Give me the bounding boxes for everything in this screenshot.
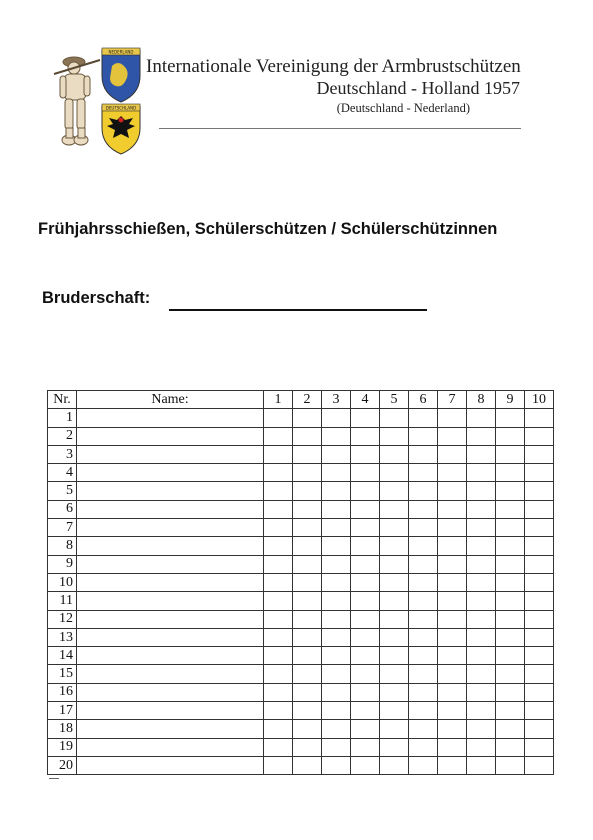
column-header-shot: 10 bbox=[525, 391, 554, 409]
score-cell[interactable] bbox=[293, 628, 322, 646]
score-cell[interactable] bbox=[322, 573, 351, 591]
score-cell[interactable] bbox=[293, 445, 322, 463]
score-cell[interactable] bbox=[467, 756, 496, 774]
score-cell[interactable] bbox=[496, 482, 525, 500]
name-cell[interactable] bbox=[77, 500, 264, 518]
table-row bbox=[48, 592, 554, 610]
score-cell[interactable] bbox=[351, 427, 380, 445]
score-cell[interactable] bbox=[322, 519, 351, 537]
bruderschaft-field[interactable] bbox=[169, 309, 427, 311]
column-header-shot: 8 bbox=[467, 391, 496, 409]
score-cell[interactable] bbox=[264, 647, 293, 665]
score-cell[interactable] bbox=[322, 665, 351, 683]
score-cell[interactable] bbox=[380, 519, 409, 537]
column-header-shot: 5 bbox=[380, 391, 409, 409]
score-cell[interactable] bbox=[293, 555, 322, 573]
row-number: 2 bbox=[48, 427, 77, 445]
score-cell[interactable] bbox=[351, 537, 380, 555]
name-cell[interactable] bbox=[77, 756, 264, 774]
score-cell[interactable] bbox=[351, 573, 380, 591]
score-cell[interactable] bbox=[351, 683, 380, 701]
table-row bbox=[48, 647, 554, 665]
row-number: 6 bbox=[48, 500, 77, 518]
score-cell[interactable] bbox=[467, 500, 496, 518]
score-cell[interactable] bbox=[264, 756, 293, 774]
organization-name: Internationale Vereinigung der Armbrustschützen bbox=[146, 56, 521, 77]
row-number: 9 bbox=[48, 555, 77, 573]
score-cell[interactable] bbox=[467, 647, 496, 665]
score-cell[interactable] bbox=[322, 720, 351, 738]
table-row bbox=[48, 537, 554, 555]
score-cell[interactable] bbox=[264, 500, 293, 518]
header-divider bbox=[159, 128, 521, 129]
score-cell[interactable] bbox=[351, 482, 380, 500]
shield-top-label: NEDERLAND bbox=[108, 49, 134, 55]
score-cell[interactable] bbox=[264, 445, 293, 463]
score-cell[interactable] bbox=[525, 665, 554, 683]
score-cell[interactable] bbox=[264, 720, 293, 738]
score-cell[interactable] bbox=[438, 445, 467, 463]
score-cell[interactable] bbox=[409, 464, 438, 482]
score-cell[interactable] bbox=[438, 555, 467, 573]
score-cell[interactable] bbox=[322, 647, 351, 665]
score-cell[interactable] bbox=[264, 592, 293, 610]
row-number: 20 bbox=[48, 756, 77, 774]
name-cell[interactable] bbox=[77, 647, 264, 665]
table-row bbox=[48, 610, 554, 628]
bruderschaft-label: Bruderschaft: bbox=[42, 289, 151, 307]
score-cell[interactable] bbox=[380, 702, 409, 720]
score-cell[interactable] bbox=[264, 665, 293, 683]
score-cell[interactable] bbox=[467, 464, 496, 482]
name-cell[interactable] bbox=[77, 592, 264, 610]
score-cell[interactable] bbox=[467, 683, 496, 701]
score-cell[interactable] bbox=[293, 683, 322, 701]
score-cell[interactable] bbox=[467, 409, 496, 427]
score-cell[interactable] bbox=[409, 628, 438, 646]
table-row bbox=[48, 628, 554, 646]
cut-row-mark bbox=[49, 778, 59, 783]
score-cell[interactable] bbox=[496, 756, 525, 774]
table-row bbox=[48, 702, 554, 720]
score-cell[interactable] bbox=[525, 628, 554, 646]
score-cell[interactable] bbox=[264, 610, 293, 628]
score-cell[interactable] bbox=[409, 537, 438, 555]
score-cell[interactable] bbox=[496, 683, 525, 701]
score-cell[interactable] bbox=[322, 427, 351, 445]
row-number: 5 bbox=[48, 482, 77, 500]
score-cell[interactable] bbox=[467, 738, 496, 756]
score-cell[interactable] bbox=[467, 445, 496, 463]
score-cell[interactable] bbox=[264, 555, 293, 573]
score-cell[interactable] bbox=[293, 464, 322, 482]
score-cell[interactable] bbox=[380, 427, 409, 445]
score-cell[interactable] bbox=[438, 702, 467, 720]
score-cell[interactable] bbox=[264, 519, 293, 537]
score-cell[interactable] bbox=[409, 519, 438, 537]
table-row bbox=[48, 519, 554, 537]
score-cell[interactable] bbox=[525, 720, 554, 738]
score-cell[interactable] bbox=[351, 756, 380, 774]
score-cell[interactable] bbox=[496, 573, 525, 591]
table-row bbox=[48, 500, 554, 518]
score-cell[interactable] bbox=[496, 738, 525, 756]
score-cell[interactable] bbox=[525, 702, 554, 720]
score-cell[interactable] bbox=[525, 647, 554, 665]
score-cell[interactable] bbox=[322, 610, 351, 628]
score-cell[interactable] bbox=[322, 683, 351, 701]
score-cell[interactable] bbox=[351, 665, 380, 683]
score-cell[interactable] bbox=[351, 720, 380, 738]
score-cell[interactable] bbox=[380, 647, 409, 665]
row-number: 15 bbox=[48, 665, 77, 683]
column-header-shot: 1 bbox=[264, 391, 293, 409]
score-cell[interactable] bbox=[525, 519, 554, 537]
score-cell[interactable] bbox=[438, 665, 467, 683]
crossbowman-figure bbox=[54, 57, 100, 145]
name-cell[interactable] bbox=[77, 464, 264, 482]
score-cell[interactable] bbox=[293, 409, 322, 427]
score-cell[interactable] bbox=[409, 573, 438, 591]
row-number: 17 bbox=[48, 702, 77, 720]
score-cell[interactable] bbox=[525, 683, 554, 701]
score-cell[interactable] bbox=[409, 427, 438, 445]
score-cell[interactable] bbox=[293, 500, 322, 518]
score-cell[interactable] bbox=[293, 427, 322, 445]
score-cell[interactable] bbox=[525, 537, 554, 555]
score-cell[interactable] bbox=[438, 592, 467, 610]
score-cell[interactable] bbox=[293, 720, 322, 738]
row-number: 19 bbox=[48, 738, 77, 756]
score-cell[interactable] bbox=[322, 482, 351, 500]
score-cell[interactable] bbox=[467, 665, 496, 683]
score-cell[interactable] bbox=[438, 409, 467, 427]
score-cell[interactable] bbox=[409, 445, 438, 463]
row-number: 4 bbox=[48, 464, 77, 482]
score-cell[interactable] bbox=[322, 555, 351, 573]
score-cell[interactable] bbox=[467, 482, 496, 500]
column-header-nr: Nr. bbox=[48, 391, 77, 409]
score-cell[interactable] bbox=[467, 628, 496, 646]
table-row bbox=[48, 427, 554, 445]
table-row bbox=[48, 683, 554, 701]
score-cell[interactable] bbox=[351, 464, 380, 482]
score-cell[interactable] bbox=[351, 500, 380, 518]
nederland-shield-icon bbox=[102, 48, 140, 102]
column-header-shot: 9 bbox=[496, 391, 525, 409]
score-cell[interactable] bbox=[380, 537, 409, 555]
name-cell[interactable] bbox=[77, 702, 264, 720]
score-cell[interactable] bbox=[322, 756, 351, 774]
score-cell[interactable] bbox=[264, 702, 293, 720]
score-cell[interactable] bbox=[380, 683, 409, 701]
column-header-name: Name: bbox=[77, 391, 264, 409]
row-number: 11 bbox=[48, 592, 77, 610]
score-cell[interactable] bbox=[380, 665, 409, 683]
score-cell[interactable] bbox=[496, 555, 525, 573]
score-cell[interactable] bbox=[264, 683, 293, 701]
score-cell[interactable] bbox=[322, 628, 351, 646]
column-header-shot: 2 bbox=[293, 391, 322, 409]
row-number: 3 bbox=[48, 445, 77, 463]
table-row bbox=[48, 464, 554, 482]
score-cell[interactable] bbox=[322, 592, 351, 610]
score-cell[interactable] bbox=[409, 592, 438, 610]
score-cell[interactable] bbox=[525, 555, 554, 573]
score-table bbox=[47, 390, 554, 775]
score-cell[interactable] bbox=[293, 537, 322, 555]
score-cell[interactable] bbox=[525, 500, 554, 518]
document-title: Frühjahrsschießen, Schülerschützen / Schülerschützinnen bbox=[38, 220, 498, 238]
score-cell[interactable] bbox=[438, 647, 467, 665]
name-cell[interactable] bbox=[77, 409, 264, 427]
row-number: 12 bbox=[48, 610, 77, 628]
score-cell[interactable] bbox=[380, 500, 409, 518]
name-cell[interactable] bbox=[77, 683, 264, 701]
shield-bottom-label: DEUTSCHLAND bbox=[105, 105, 137, 111]
score-cell[interactable] bbox=[467, 555, 496, 573]
name-cell[interactable] bbox=[77, 445, 264, 463]
score-cell[interactable] bbox=[525, 738, 554, 756]
score-cell[interactable] bbox=[351, 610, 380, 628]
name-cell[interactable] bbox=[77, 519, 264, 537]
score-cell[interactable] bbox=[438, 683, 467, 701]
score-cell[interactable] bbox=[467, 537, 496, 555]
score-cell[interactable] bbox=[293, 482, 322, 500]
score-cell[interactable] bbox=[380, 610, 409, 628]
score-cell[interactable] bbox=[467, 610, 496, 628]
score-cell[interactable] bbox=[496, 610, 525, 628]
score-cell[interactable] bbox=[293, 738, 322, 756]
score-cell[interactable] bbox=[496, 537, 525, 555]
row-number: 1 bbox=[48, 409, 77, 427]
score-cell[interactable] bbox=[322, 500, 351, 518]
score-cell[interactable] bbox=[496, 409, 525, 427]
score-cell[interactable] bbox=[322, 537, 351, 555]
score-cell[interactable] bbox=[351, 555, 380, 573]
score-cell[interactable] bbox=[496, 665, 525, 683]
score-cell[interactable] bbox=[264, 464, 293, 482]
table-row bbox=[48, 573, 554, 591]
score-cell[interactable] bbox=[322, 702, 351, 720]
score-cell[interactable] bbox=[525, 573, 554, 591]
score-cell[interactable] bbox=[409, 756, 438, 774]
score-cell[interactable] bbox=[438, 756, 467, 774]
score-cell[interactable] bbox=[293, 610, 322, 628]
score-cell[interactable] bbox=[351, 628, 380, 646]
score-cell[interactable] bbox=[525, 482, 554, 500]
name-cell[interactable] bbox=[77, 427, 264, 445]
row-number: 10 bbox=[48, 573, 77, 591]
row-number: 18 bbox=[48, 720, 77, 738]
score-cell[interactable] bbox=[438, 427, 467, 445]
score-cell[interactable] bbox=[525, 464, 554, 482]
table-row bbox=[48, 555, 554, 573]
score-cell[interactable] bbox=[293, 756, 322, 774]
score-cell[interactable] bbox=[264, 573, 293, 591]
score-cell[interactable] bbox=[467, 519, 496, 537]
score-cell[interactable] bbox=[496, 647, 525, 665]
score-cell[interactable] bbox=[496, 427, 525, 445]
score-cell[interactable] bbox=[496, 720, 525, 738]
score-cell[interactable] bbox=[438, 464, 467, 482]
table-row bbox=[48, 482, 554, 500]
score-cell[interactable] bbox=[525, 610, 554, 628]
row-number: 16 bbox=[48, 683, 77, 701]
score-cell[interactable] bbox=[380, 573, 409, 591]
score-cell[interactable] bbox=[293, 702, 322, 720]
score-cell[interactable] bbox=[496, 519, 525, 537]
score-cell[interactable] bbox=[438, 519, 467, 537]
score-cell[interactable] bbox=[409, 702, 438, 720]
score-cell[interactable] bbox=[380, 592, 409, 610]
score-cell[interactable] bbox=[496, 592, 525, 610]
score-cell[interactable] bbox=[322, 738, 351, 756]
score-cell[interactable] bbox=[525, 592, 554, 610]
table-row bbox=[48, 720, 554, 738]
score-cell[interactable] bbox=[380, 555, 409, 573]
score-cell[interactable] bbox=[380, 628, 409, 646]
row-number: 8 bbox=[48, 537, 77, 555]
score-cell[interactable] bbox=[351, 738, 380, 756]
organization-countries: (Deutschland - Nederland) bbox=[336, 101, 470, 115]
column-header-shot: 4 bbox=[351, 391, 380, 409]
row-number: 13 bbox=[48, 628, 77, 646]
score-cell[interactable] bbox=[293, 573, 322, 591]
score-cell[interactable] bbox=[409, 665, 438, 683]
column-header-shot: 3 bbox=[322, 391, 351, 409]
score-cell[interactable] bbox=[264, 482, 293, 500]
name-cell[interactable] bbox=[77, 738, 264, 756]
name-cell[interactable] bbox=[77, 573, 264, 591]
score-cell[interactable] bbox=[380, 756, 409, 774]
score-cell[interactable] bbox=[525, 427, 554, 445]
score-cell[interactable] bbox=[467, 427, 496, 445]
deutschland-shield-icon bbox=[102, 104, 140, 154]
score-cell[interactable] bbox=[438, 628, 467, 646]
score-cell[interactable] bbox=[496, 628, 525, 646]
name-cell[interactable] bbox=[77, 665, 264, 683]
score-cell[interactable] bbox=[496, 702, 525, 720]
score-cell[interactable] bbox=[264, 738, 293, 756]
score-cell[interactable] bbox=[409, 482, 438, 500]
score-cell[interactable] bbox=[380, 409, 409, 427]
name-cell[interactable] bbox=[77, 555, 264, 573]
score-cell[interactable] bbox=[409, 409, 438, 427]
name-cell[interactable] bbox=[77, 628, 264, 646]
score-cell[interactable] bbox=[293, 647, 322, 665]
name-cell[interactable] bbox=[77, 610, 264, 628]
score-cell[interactable] bbox=[467, 592, 496, 610]
table-row bbox=[48, 756, 554, 774]
score-cell[interactable] bbox=[438, 610, 467, 628]
score-cell[interactable] bbox=[409, 647, 438, 665]
name-cell[interactable] bbox=[77, 720, 264, 738]
column-header-shot: 7 bbox=[438, 391, 467, 409]
table-row bbox=[48, 409, 554, 427]
score-cell[interactable] bbox=[351, 519, 380, 537]
score-cell[interactable] bbox=[525, 756, 554, 774]
name-cell[interactable] bbox=[77, 537, 264, 555]
score-cell[interactable] bbox=[380, 445, 409, 463]
score-cell[interactable] bbox=[525, 445, 554, 463]
score-cell[interactable] bbox=[438, 573, 467, 591]
organization-subtitle: Deutschland - Holland 1957 bbox=[316, 78, 520, 98]
score-cell[interactable] bbox=[380, 464, 409, 482]
score-cell[interactable] bbox=[351, 409, 380, 427]
score-cell[interactable] bbox=[438, 738, 467, 756]
table-row bbox=[48, 445, 554, 463]
score-cell[interactable] bbox=[322, 464, 351, 482]
score-cell[interactable] bbox=[264, 409, 293, 427]
score-cell[interactable] bbox=[351, 647, 380, 665]
score-cell[interactable] bbox=[264, 537, 293, 555]
score-cell[interactable] bbox=[322, 409, 351, 427]
row-number: 7 bbox=[48, 519, 77, 537]
score-cell[interactable] bbox=[322, 445, 351, 463]
score-cell[interactable] bbox=[525, 409, 554, 427]
association-logo bbox=[50, 44, 146, 156]
table-header-row bbox=[48, 391, 554, 409]
score-cell[interactable] bbox=[438, 482, 467, 500]
score-cell[interactable] bbox=[351, 445, 380, 463]
row-number: 14 bbox=[48, 647, 77, 665]
name-cell[interactable] bbox=[77, 482, 264, 500]
score-cell[interactable] bbox=[293, 592, 322, 610]
score-cell[interactable] bbox=[496, 500, 525, 518]
score-cell[interactable] bbox=[438, 720, 467, 738]
score-cell[interactable] bbox=[293, 519, 322, 537]
score-cell[interactable] bbox=[380, 720, 409, 738]
score-cell[interactable] bbox=[496, 445, 525, 463]
score-cell[interactable] bbox=[409, 500, 438, 518]
score-cell[interactable] bbox=[409, 738, 438, 756]
score-cell[interactable] bbox=[438, 537, 467, 555]
page-bottom-edge bbox=[47, 777, 550, 787]
table-row bbox=[48, 738, 554, 756]
score-cell[interactable] bbox=[467, 720, 496, 738]
table-row bbox=[48, 665, 554, 683]
score-cell[interactable] bbox=[351, 592, 380, 610]
score-cell[interactable] bbox=[496, 464, 525, 482]
column-header-shot: 6 bbox=[409, 391, 438, 409]
score-cell[interactable] bbox=[351, 702, 380, 720]
score-cell[interactable] bbox=[467, 573, 496, 591]
score-cell[interactable] bbox=[264, 628, 293, 646]
score-cell[interactable] bbox=[409, 683, 438, 701]
score-cell[interactable] bbox=[409, 720, 438, 738]
score-cell[interactable] bbox=[380, 482, 409, 500]
score-cell[interactable] bbox=[380, 738, 409, 756]
score-cell[interactable] bbox=[438, 500, 467, 518]
score-cell[interactable] bbox=[264, 427, 293, 445]
score-cell[interactable] bbox=[467, 702, 496, 720]
score-cell[interactable] bbox=[409, 610, 438, 628]
score-cell[interactable] bbox=[293, 665, 322, 683]
score-cell[interactable] bbox=[409, 555, 438, 573]
